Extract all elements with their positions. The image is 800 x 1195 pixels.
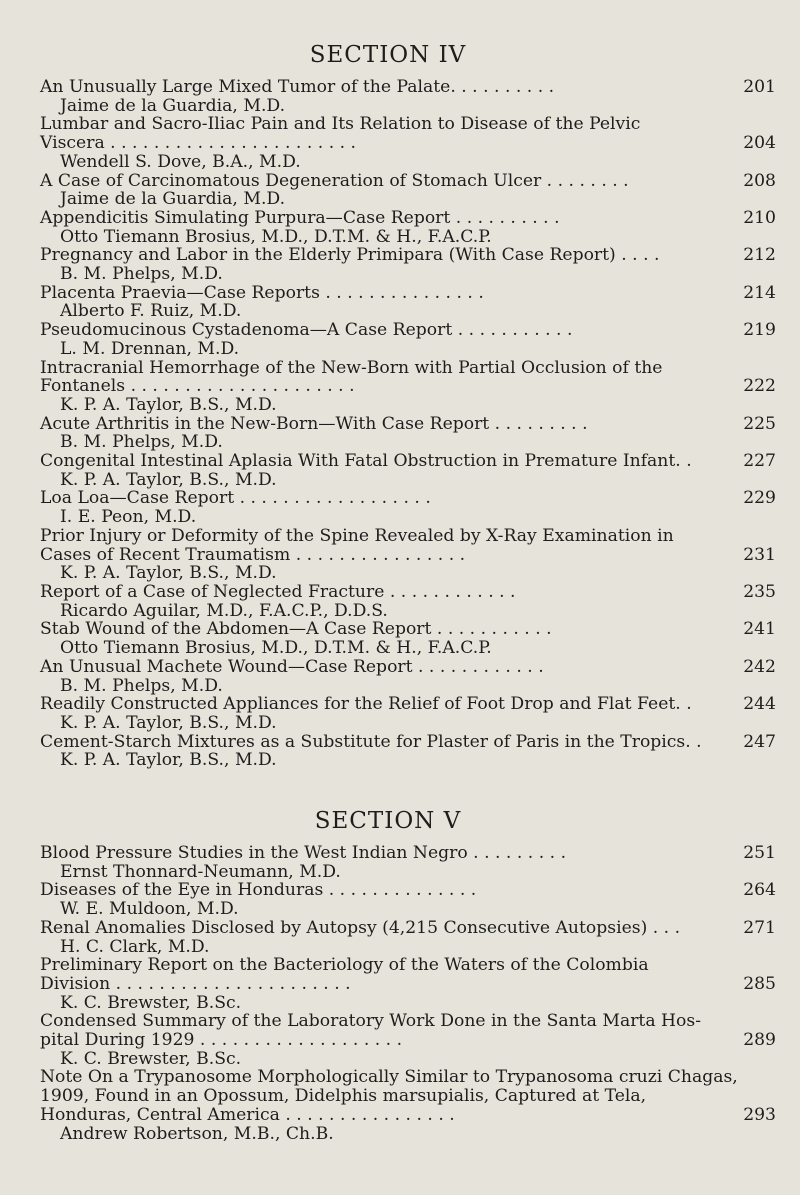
article-title-line: Pregnancy and Labor in the Elderly Primipara (With Case Report) . . . . xyxy=(40,245,660,266)
toc-entry-body xyxy=(40,1012,728,1068)
article-title-line: Fontanels . . . . . . . . . . . . . . . . . . . . . xyxy=(40,376,355,397)
page-number: 241 xyxy=(743,619,776,640)
toc-entry-body xyxy=(40,78,728,115)
article-author: Alberto F. Ruiz, M.D. xyxy=(60,301,242,322)
page-number: 219 xyxy=(743,320,776,341)
toc-entry xyxy=(40,78,776,115)
toc-entry xyxy=(40,115,776,171)
toc-entry-body xyxy=(40,620,728,657)
toc-entry xyxy=(40,733,776,770)
toc-entry-body xyxy=(40,172,728,209)
page-number: 208 xyxy=(743,170,776,191)
page-number: 231 xyxy=(743,544,776,565)
toc-entry-body xyxy=(40,415,728,452)
article-author: B. M. Phelps, M.D. xyxy=(60,264,223,285)
toc-entry xyxy=(40,321,776,358)
article-author: B. M. Phelps, M.D. xyxy=(60,432,223,453)
article-author: Otto Tiemann Brosius, M.D., D.T.M. & H., F.A.C.P. xyxy=(60,638,492,659)
article-title-line: Lumbar and Sacro-Iliac Pain and Its Relation to Disease of the Pelvic xyxy=(40,114,641,135)
article-author: K. C. Brewster, B.Sc. xyxy=(60,992,242,1013)
toc-entry-body xyxy=(40,695,728,732)
entry-list xyxy=(40,78,776,770)
toc-entry-body xyxy=(40,658,728,695)
page-number: 210 xyxy=(743,207,776,228)
toc-entry-body xyxy=(40,881,728,918)
article-author: I. E. Peon, M.D. xyxy=(60,507,197,528)
article-author: K. P. A. Taylor, B.S., M.D. xyxy=(60,469,277,490)
article-title-line: Blood Pressure Studies in the West Indian Negro . . . . . . . . . xyxy=(40,843,567,864)
toc-entry-body xyxy=(40,489,728,526)
toc-entry-body xyxy=(40,527,728,583)
article-author: K. P. A. Taylor, B.S., M.D. xyxy=(60,712,277,733)
article-author: L. M. Drennan, M.D. xyxy=(60,338,240,359)
page-number: 204 xyxy=(743,133,776,154)
page-number: 264 xyxy=(743,880,776,901)
page-number: 242 xyxy=(743,656,776,677)
article-title-line: Viscera . . . . . . . . . . . . . . . . . . . . . . . xyxy=(40,133,357,154)
toc-entry-body xyxy=(40,359,728,415)
article-author: Jaime de la Guardia, M.D. xyxy=(60,189,286,210)
toc-entry xyxy=(40,695,776,732)
toc-entry xyxy=(40,209,776,246)
section-iv xyxy=(40,0,776,770)
article-author: Andrew Robertson, M.B., Ch.B. xyxy=(60,1123,334,1144)
article-author: Ernst Thonnard-Neumann, M.D. xyxy=(60,861,341,882)
article-author: K. P. A. Taylor, B.S., M.D. xyxy=(60,750,277,771)
toc-entry xyxy=(40,1068,776,1143)
article-title-line: Condensed Summary of the Laboratory Work Done in the Santa Marta Hos- xyxy=(40,1011,702,1032)
section-heading: SECTION V xyxy=(314,808,462,835)
article-title-line: Cement-Starch Mixtures as a Substitute for Plaster of Paris in the Tropics. . xyxy=(40,731,702,752)
article-author: W. E. Muldoon, M.D. xyxy=(60,899,239,920)
toc-entry xyxy=(40,284,776,321)
article-title-line: Diseases of the Eye in Honduras . . . . . . . . . . . . . . xyxy=(40,880,477,901)
article-author: Jaime de la Guardia, M.D. xyxy=(60,95,286,116)
toc-entry-body xyxy=(40,844,728,881)
article-title-line: A Case of Carcinomatous Degeneration of Stomach Ulcer . . . . . . . . xyxy=(40,170,629,191)
article-title-line: Pseudomucinous Cystadenoma—A Case Report . . . . . . . . . . . xyxy=(40,320,573,341)
article-title-line: Acute Arthritis in the New-Born—With Case Report . . . . . . . . . xyxy=(40,413,588,434)
section-v xyxy=(40,770,776,1143)
toc-entry xyxy=(40,620,776,657)
toc-entry xyxy=(40,844,776,881)
toc-entry xyxy=(40,172,776,209)
page-number: 201 xyxy=(743,77,776,97)
page-number: 227 xyxy=(743,451,776,472)
article-title-line: Report of a Case of Neglected Fracture . . . . . . . . . . . . xyxy=(40,581,516,602)
article-title-line: An Unusually Large Mixed Tumor of the Palate. . . . . . . . . . xyxy=(40,77,555,97)
article-author: B. M. Phelps, M.D. xyxy=(60,675,223,696)
article-title-line: Preliminary Report on the Bacteriology of the Waters of the Colombia xyxy=(40,955,649,976)
page-number: 222 xyxy=(743,376,776,397)
page-number: 235 xyxy=(743,581,776,602)
page-number: 251 xyxy=(743,843,776,864)
article-author: Otto Tiemann Brosius, M.D., D.T.M. & H., F.A.C.P. xyxy=(60,226,492,247)
entry-list xyxy=(40,844,776,1143)
toc-entry xyxy=(40,489,776,526)
article-title-line: Honduras, Central America . . . . . . . . . . . . . . . . xyxy=(40,1104,455,1125)
toc-entry xyxy=(40,658,776,695)
article-title-line: Note On a Trypanosome Morphologically Similar to Trypanosoma cruzi Chagas, xyxy=(40,1067,738,1088)
article-title-line: 1909, Found in an Opossum, Didelphis marsupialis, Captured at Tela, xyxy=(40,1086,647,1107)
article-title-line: Appendicitis Simulating Purpura—Case Report . . . . . . . . . . xyxy=(40,207,560,228)
article-title-line: Renal Anomalies Disclosed by Autopsy (4,215 Consecutive Autopsies) . . . xyxy=(40,917,681,938)
toc-entry xyxy=(40,246,776,283)
page-number: 271 xyxy=(743,917,776,938)
article-title-line: Placenta Praevia—Case Reports . . . . . . . . . . . . . . . xyxy=(40,282,484,303)
toc-entry xyxy=(40,1012,776,1068)
section-heading: SECTION IV xyxy=(309,42,467,68)
toc-entry-body xyxy=(40,284,728,321)
page-number: 212 xyxy=(743,245,776,266)
article-title-line: Loa Loa—Case Report . . . . . . . . . . . . . . . . . . xyxy=(40,488,431,509)
article-title-line: Congenital Intestinal Aplasia With Fatal Obstruction in Premature Infant. . xyxy=(40,451,692,472)
toc-entry xyxy=(40,881,776,918)
toc-entry xyxy=(40,919,776,956)
toc-entry-body xyxy=(40,733,728,770)
page-number: 247 xyxy=(743,731,776,752)
article-author: K. P. A. Taylor, B.S., M.D. xyxy=(60,394,277,415)
page-number: 289 xyxy=(743,1030,776,1051)
toc-entry xyxy=(40,452,776,489)
toc-entry-body xyxy=(40,583,728,620)
toc-entry xyxy=(40,359,776,415)
article-author: K. P. A. Taylor, B.S., M.D. xyxy=(60,563,277,584)
toc-entry-body xyxy=(40,246,728,283)
toc-entry-body xyxy=(40,115,728,171)
toc-entry-body xyxy=(40,452,728,489)
toc-entry xyxy=(40,956,776,1012)
toc-entry-body xyxy=(40,919,728,956)
article-title-line: Readily Constructed Appliances for the Relief of Foot Drop and Flat Feet. . xyxy=(40,694,692,715)
page-number: 225 xyxy=(743,413,776,434)
page-number: 229 xyxy=(743,488,776,509)
page-number: 214 xyxy=(743,282,776,303)
article-title-line: Prior Injury or Deformity of the Spine Revealed by X-Ray Examination in xyxy=(40,525,674,546)
toc-entry xyxy=(40,527,776,583)
article-title-line: pital During 1929 . . . . . . . . . . . . . . . . . . . xyxy=(40,1030,403,1051)
toc-entry-body xyxy=(40,1067,738,1144)
toc-entry-body xyxy=(40,209,728,246)
article-author: Wendell S. Dove, B.A., M.D. xyxy=(60,151,301,172)
article-title-line: Division . . . . . . . . . . . . . . . . . . . . . . xyxy=(40,973,351,994)
article-author: K. C. Brewster, B.Sc. xyxy=(60,1048,242,1069)
page-number: 293 xyxy=(743,1104,776,1125)
page-number: 244 xyxy=(743,694,776,715)
toc-entry xyxy=(40,583,776,620)
article-title-line: Stab Wound of the Abdomen—A Case Report . . . . . . . . . . . xyxy=(40,619,552,640)
page-number: 285 xyxy=(743,973,776,994)
toc-entry xyxy=(40,415,776,452)
article-author: H. C. Clark, M.D. xyxy=(60,936,210,957)
article-title-line: Cases of Recent Traumatism . . . . . . . . . . . . . . . . xyxy=(40,544,466,565)
toc-entry-body xyxy=(40,321,728,358)
toc-entry-body xyxy=(40,956,728,1012)
article-author: Ricardo Aguilar, M.D., F.A.C.P., D.D.S. xyxy=(60,600,388,621)
article-title-line: An Unusual Machete Wound—Case Report . . . . . . . . . . . . xyxy=(40,656,544,677)
article-title-line: Intracranial Hemorrhage of the New-Born with Partial Occlusion of the xyxy=(40,357,663,378)
